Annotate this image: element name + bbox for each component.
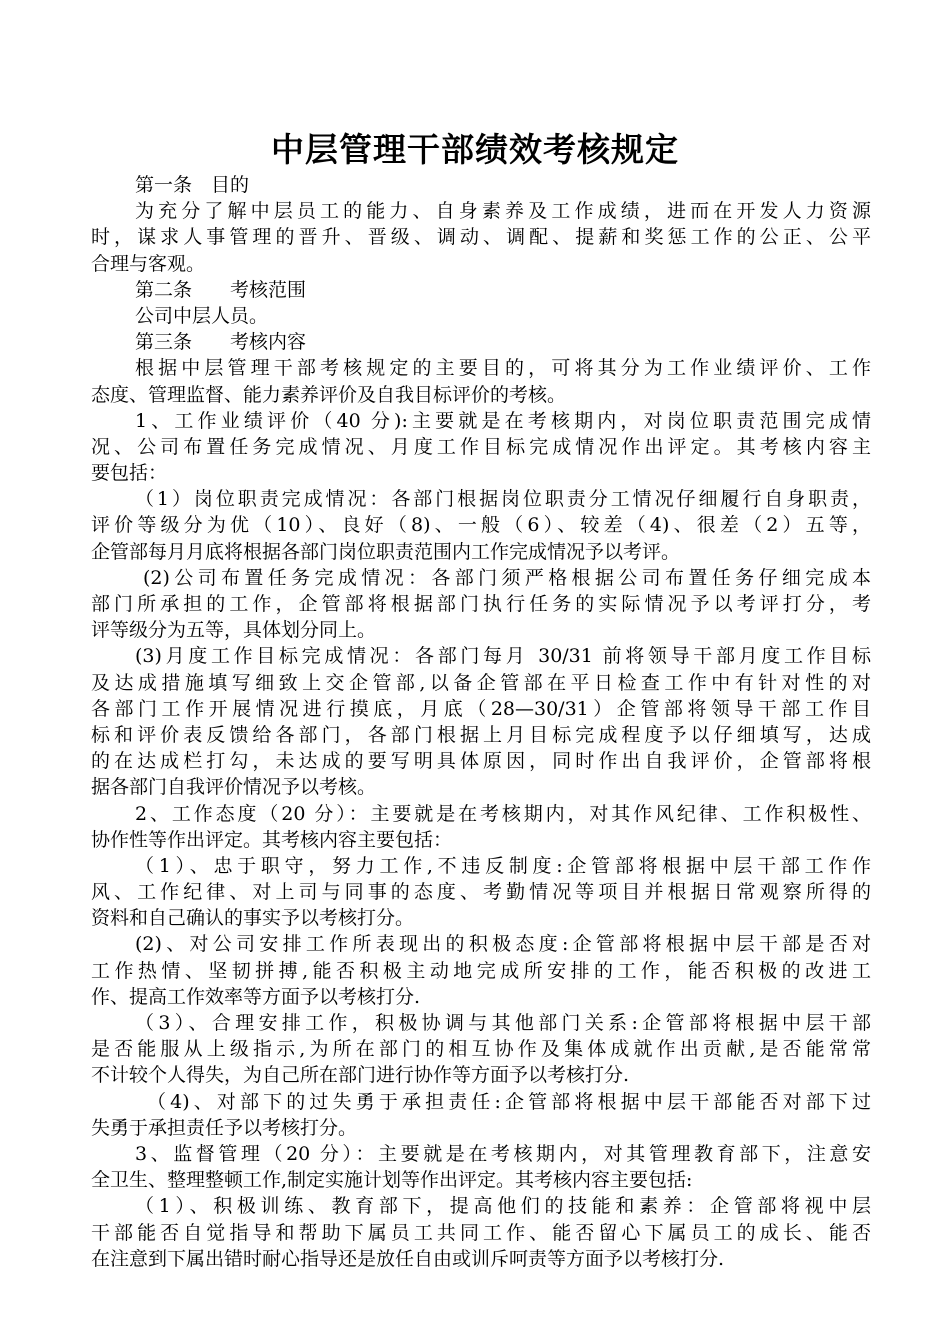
paragraph-line: 企管部每月月底将根据各部门岗位职责范围内工作完成情况予以考评。: [91, 540, 681, 563]
paragraph-line: 是否能服从上级指示,为所在部门的相互协作及集体成就作出贡献,是否能常常: [91, 1038, 871, 1061]
paragraph-line: 根据中层管理干部考核规定的主要目的，可将其分为工作业绩评价、工作: [135, 357, 871, 380]
paragraph-line: 各部门工作开展情况进行摸底，月底（28—30/31）企管部将领导干部工作目: [91, 697, 871, 720]
paragraph-line: 据各部门自我评价情况予以考核。: [91, 776, 377, 799]
document-body: [91, 172, 871, 1272]
paragraph-line: （1）岗位职责完成情况：各部门根据岗位职责分工情况仔细履行自身职责，: [135, 488, 871, 511]
paragraph-line: 评等级分为五等，具体划分同上。: [91, 619, 377, 642]
paragraph-line: （3）、合理安排工作，积极协调与其他部门关系:企管部将根据中层干部: [135, 1012, 871, 1034]
paragraph-line: 3、监督管理（20 分）：主要就是在考核期内，对其管理教育部下，注意安: [135, 1142, 871, 1165]
paragraph-line: 干部能否自觉指导和帮助下属员工共同工作、能否留心下属员工的成长、能否: [91, 1221, 871, 1244]
paragraph-line: 时，谋求人事管理的晋升、晋级、调动、调配、提薪和奖惩工作的公正、公平: [91, 226, 871, 249]
paragraph-line: 工作热情、坚韧拼搏,能否积极主动地完成所安排的工作，能否积极的改进工: [91, 959, 871, 982]
paragraph-line: 全卫生、整理整顿工作,制定实施计划等作出评定。其考核内容主要包括:: [91, 1169, 693, 1192]
paragraph-line: 在注意到下属出错时耐心指导还是放任自由或训斥呵责等方面予以考核打分.: [91, 1247, 725, 1270]
paragraph-line: 要包括：: [91, 462, 168, 485]
paragraph-line: 为充分了解中层员工的能力、自身素养及工作成绩，进而在开发人力资源: [135, 200, 871, 223]
article-1-heading: 第一条 目的: [135, 174, 250, 196]
paragraph-line: 合理与客观。: [91, 252, 206, 275]
paragraph-line: 资料和自己确认的事实予以考核打分。: [91, 907, 415, 930]
paragraph-line: （4)、对部下的过失勇于承担责任:企管部将根据中层干部能否对部下过: [147, 1090, 871, 1113]
paragraph-line: 及达成措施填写细致上交企管部,以备企管部在平日检查工作中有针对性的对: [91, 671, 871, 694]
paragraph-line: 风、工作纪律、对上司与同事的态度、考勤情况等项目并根据日常观察所得的: [91, 881, 871, 904]
paragraph-line: 不计较个人得失，为自己所在部门进行协作等方面予以考核打分.: [91, 1064, 630, 1087]
paragraph-line: 协作性等作出评定。其考核内容主要包括：: [91, 828, 453, 851]
paragraph-line: 标和评价表反馈给各部门，各部门根据上月目标完成程度予以仔细填写，达成: [91, 723, 871, 746]
paragraph-line: 1、工作业绩评价（40 分):主要就是在考核期内，对岗位职责范围完成情: [135, 409, 871, 432]
article-3-heading: 第三条 考核内容: [135, 331, 307, 354]
paragraph-line: （1）、积极训练、教育部下，提高他们的技能和素养：企管部将视中层: [135, 1195, 871, 1218]
paragraph-line: 态度、管理监督、能力素养评价及自我目标评价的考核。: [91, 383, 567, 406]
paragraph-line: 公司中层人员。: [135, 304, 269, 327]
paragraph-line: 失勇于承担责任予以考核打分。: [91, 1116, 358, 1139]
paragraph-line: （1）、忠于职守，努力工作,不违反制度:企管部将根据中层干部工作作: [135, 854, 871, 877]
paragraph-line: 况、公司布置任务完成情况、月度工作目标完成情况作出评定。其考核内容主: [91, 435, 871, 458]
paragraph-line: 评价等级分为优（10）、良好（8)、一般（6）、较差（4)、很差（2）五等，: [91, 514, 871, 537]
document-title: 中层管理干部绩效考核规定: [271, 130, 679, 169]
paragraph-line: 作、提高工作效率等方面予以考核打分.: [91, 985, 421, 1008]
article-2-heading: 第二条 考核范围: [135, 278, 307, 301]
paragraph-line: 的在达成栏打勾，未达成的要写明具体原因，同时作出自我评价，企管部将根: [91, 750, 871, 773]
paragraph-line: 2、工作态度（20 分）：主要就是在考核期内，对其作风纪律、工作积极性、: [135, 802, 871, 825]
paragraph-line: 部门所承担的工作，企管部将根据部门执行任务的实际情况予以考评打分，考: [91, 593, 871, 615]
paragraph-line: (3)月度工作目标完成情况：各部门每月 30/31 前将领导干部月度工作目标: [135, 645, 871, 668]
paragraph-line: (2)公司布置任务完成情况：各部门须严格根据公司布置任务仔细完成本: [143, 566, 871, 589]
paragraph-line: (2)、对公司安排工作所表现出的积极态度:企管部将根据中层干部是否对: [135, 933, 871, 956]
